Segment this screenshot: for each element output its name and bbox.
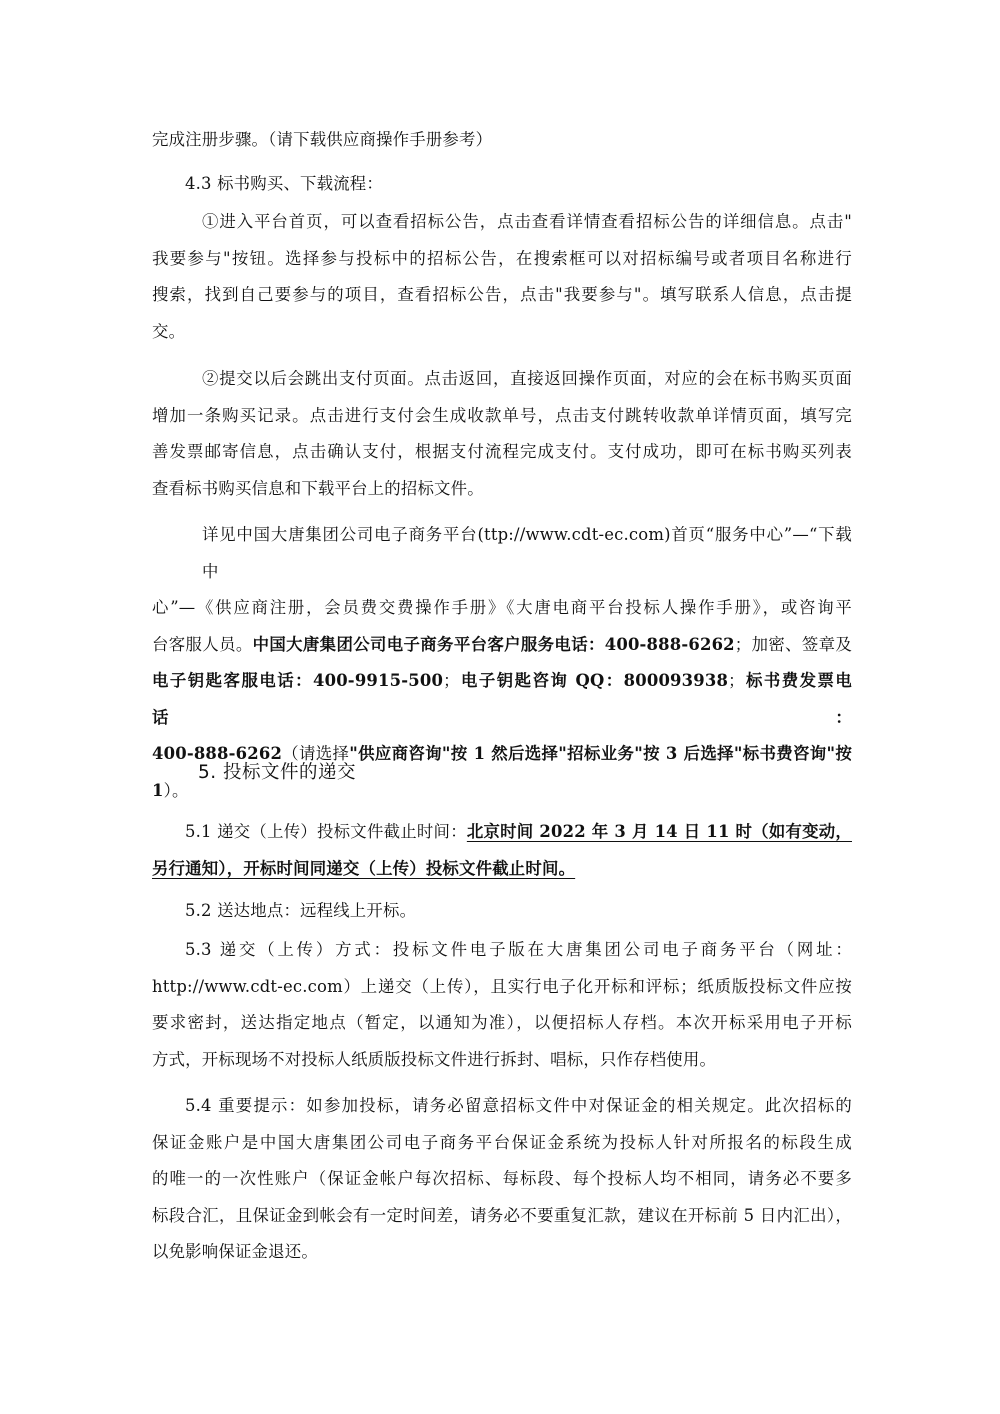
text-line: 善发票邮寄信息，点击确认支付，根据支付流程完成支付。支付成功，即可在标书购买列表 <box>152 442 852 461</box>
text-line: 交。 <box>152 321 186 341</box>
paragraph-5-1-deadline <box>152 814 852 887</box>
text-span: 5.1 递交（上传）投标文件截止时间： <box>185 822 467 841</box>
text-line: 增加一条购买记录。点击进行支付会生成收款单号，点击支付跳转收款单详情页面，填写完 <box>152 405 852 425</box>
text-line <box>152 663 852 736</box>
text-line: 详见中国大唐集团公司电子商务平台(ttp://www.cdt-ec.com)首页“服务中心”—“下载中 <box>202 525 852 581</box>
text-line: 以免影响保证金退还。 <box>152 1242 318 1261</box>
ekey-service-phone: 电子钥匙客服电话：400-9915-500 <box>152 671 444 690</box>
text-line <box>152 851 852 888</box>
text-line <box>152 814 852 851</box>
paragraph-step-2 <box>152 361 852 507</box>
paragraph-5-4-notice <box>152 1088 852 1271</box>
paragraph-step-1 <box>152 204 852 350</box>
text-span: （请选择 <box>282 744 350 763</box>
text-line: 5.4 重要提示：如参加投标，请务必留意招标文件中对保证金的相关规定。此次招标的 <box>185 1096 852 1115</box>
deadline-text: 北京时间 2022 年 3 月 14 日 11 时（如有变动， <box>466 822 852 841</box>
paragraph-5-2-location <box>152 893 852 930</box>
text-span: ； <box>443 671 460 690</box>
text-line: 的唯一的一次性账户（保证金帐户每次招标、每标段、每个投标人均不相同，请务必不要多 <box>152 1169 852 1188</box>
text-line: 5.3 递交（上传）方式：投标文件电子版在大唐集团公司电子商务平台（网址： <box>185 940 852 959</box>
text-line: ①进入平台首页，可以查看招标公告，点击查看详情查看招标公告的详细信息。点击" <box>202 212 852 231</box>
deadline-text-cont: 另行通知），开标时间同递交（上传）投标文件截止时间。 <box>152 858 576 878</box>
text-line: 5.2 送达地点：远程线上开标。 <box>185 901 417 920</box>
text-line: 4.3 标书购买、下载流程： <box>185 174 383 193</box>
section-4-3-title <box>152 166 852 203</box>
text-line: 保证金账户是中国大唐集团公司电子商务平台保证金系统为投标人针对所报名的标段生成 <box>152 1132 852 1152</box>
ekey-qq: 电子钥匙咨询 QQ：800093938 <box>459 671 729 690</box>
text-line: ②提交以后会跳出支付页面。点击返回，直接返回操作页面，对应的会在标书购买页面 <box>202 369 852 388</box>
text-line: 方式，开标现场不对投标人纸质版投标文件进行拆封、唱标，只作存档使用。 <box>152 1049 717 1069</box>
customer-service-phone: 中国大唐集团公司电子商务平台客户服务电话：400-888-6262 <box>252 634 735 654</box>
invoice-phone-label: 标书费发票电话： <box>152 671 853 727</box>
text-line: 心”—《供应商注册，会员费交费操作手册》《大唐电商平台投标人操作手册》，或咨询平 <box>152 598 852 617</box>
text-span: ）。 <box>163 780 189 800</box>
section-5-heading: 5. 投标文件的递交 <box>198 762 357 783</box>
paragraph-registration-note <box>152 122 852 159</box>
text-line: 要求密封，送达指定地点（暂定，以通知为准），以便招标人存档。本次开标采用电子开标 <box>152 1013 852 1032</box>
text-span: ；加密、签章及 <box>734 634 852 654</box>
text-line <box>152 627 852 664</box>
text-line: 完成注册步骤。（请下载供应商操作手册参考） <box>152 130 493 149</box>
text-span: 台客服人员。 <box>152 634 253 654</box>
text-line: http://www.cdt-ec.com）上递交（上传），且实行电子化开标和评标；纸质版投标文件应按 <box>152 976 852 996</box>
text-span: ； <box>728 671 745 690</box>
text-line: 查看标书购买信息和下载平台上的招标文件。 <box>152 478 484 498</box>
text-line: 我要参与"按钮。选择参与投标中的招标公告，在搜索框可以对招标编号或者项目名称进行 <box>152 248 852 268</box>
text-line: 标段合汇，且保证金到帐会有一定时间差，请务必不要重复汇款，建议在开标前 5 日内汇出）， <box>152 1205 852 1225</box>
phone-menu-instructions: "供应商咨询"按 1 然后选择"招标业务"按 3 后选择"标书费咨询"按 <box>349 744 852 763</box>
text-line: 搜索，找到自己要参与的项目，查看招标公告，点击"我要参与"。填写联系人信息，点击提 <box>152 285 852 304</box>
invoice-phone: 400-888-6262 <box>152 744 283 763</box>
paragraph-5-3-method <box>152 932 852 1078</box>
text-span: 1 <box>152 780 164 800</box>
